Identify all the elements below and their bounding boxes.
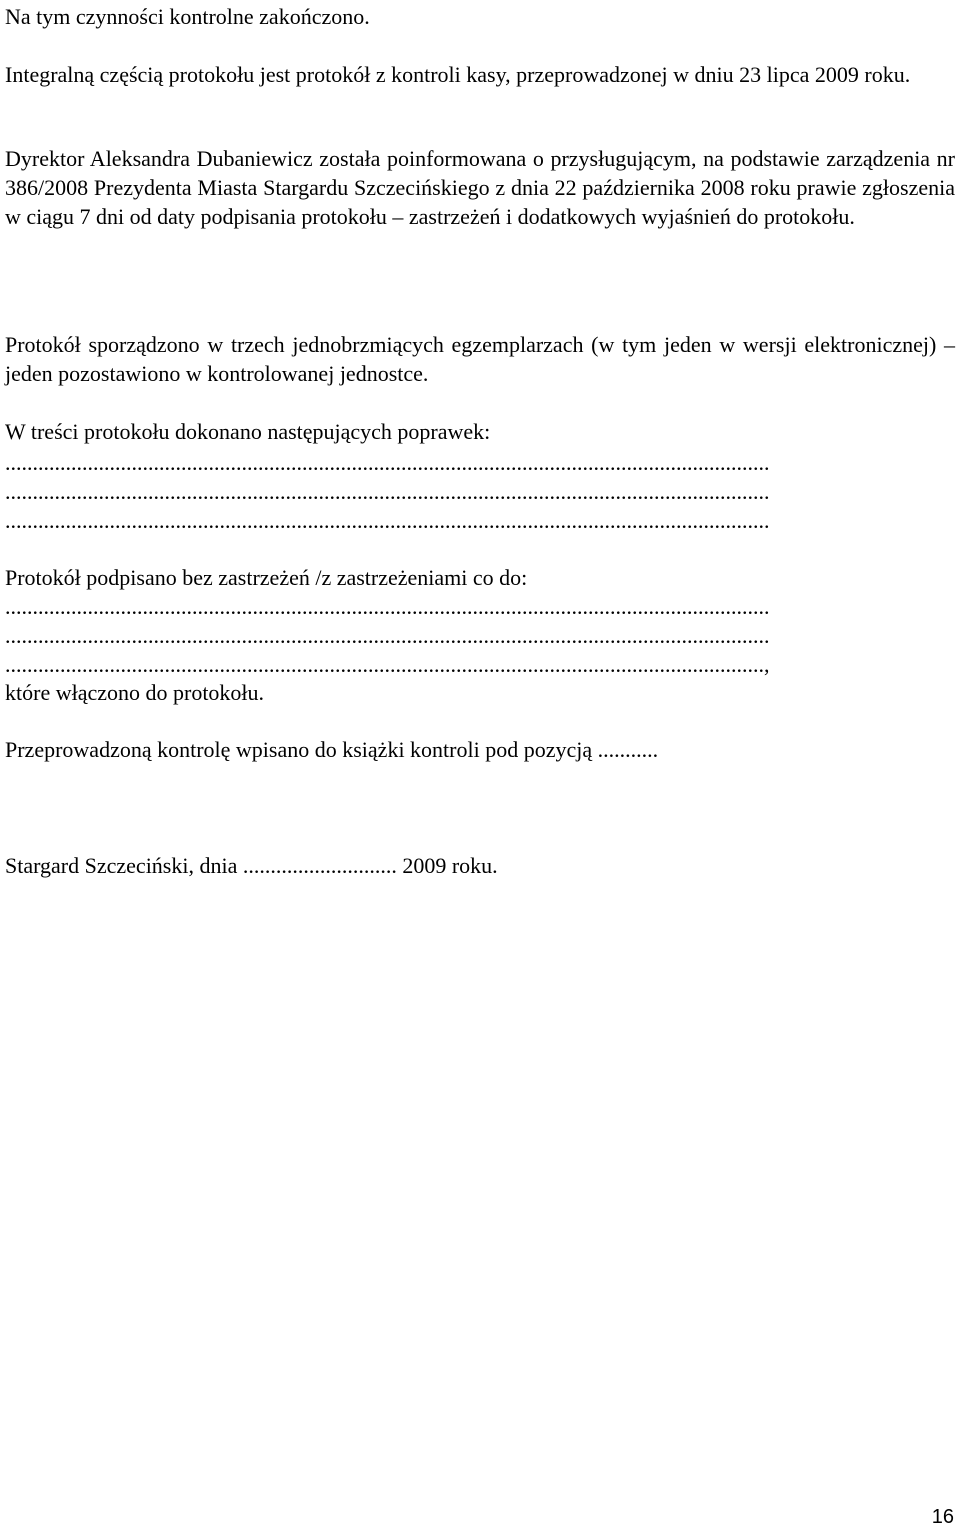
included-statement: które włączono do protokołu. bbox=[5, 680, 265, 705]
integral-part-statement: Integralną częścią protokołu jest protokół z kontroli kasy, przeprowadzonej w dniu 23 lipca 2009 roku. bbox=[5, 62, 911, 87]
copies-statement: Protokół sporządzono w trzech jednobrzmiących egzemplarzach (w tym jeden w wersji elektronicznej) – jeden pozostawiono w kontrolowanej jednostce. bbox=[5, 332, 955, 386]
director-notice-paragraph: Dyrektor Aleksandra Dubaniewicz została poinformowana o przysługującym, na podstawie zarządzenia nr 386/2008 Prezydenta Miasta Stargardu Szczecińskiego z dnia 22 października 2008 roku prawie zgłoszenia w ciągu 7 dni od daty podpisania protokołu – zastrzeżeń i dodatkowych wyjaśnień do protokołu. bbox=[5, 146, 955, 229]
reservations-dotted-line-3: .........................................................................................................................................., bbox=[5, 652, 770, 677]
corrections-dotted-line-2: ........................................................................................................................................... bbox=[5, 479, 770, 504]
signed-reservations-label: Protokół podpisano bez zastrzeżeń /z zastrzeżeniami co do: bbox=[5, 565, 528, 590]
closing-statement: Na tym czynności kontrolne zakończono. bbox=[5, 4, 370, 29]
corrections-label: W treści protokołu dokonano następujących poprawek: bbox=[5, 419, 491, 444]
corrections-dotted-line-3: ........................................................................................................................................... bbox=[5, 508, 770, 533]
reservations-dotted-line-1: ........................................................................................................................................... bbox=[5, 594, 770, 619]
page-number: 16 bbox=[931, 1506, 954, 1528]
place-and-date: Stargard Szczeciński, dnia ............................ 2009 roku. bbox=[5, 853, 498, 878]
control-book-statement: Przeprowadzoną kontrolę wpisano do książki kontroli pod pozycją ........... bbox=[5, 737, 659, 762]
reservations-dotted-line-2: ........................................................................................................................................... bbox=[5, 623, 770, 648]
corrections-dotted-line-1: ........................................................................................................................................... bbox=[5, 450, 770, 475]
